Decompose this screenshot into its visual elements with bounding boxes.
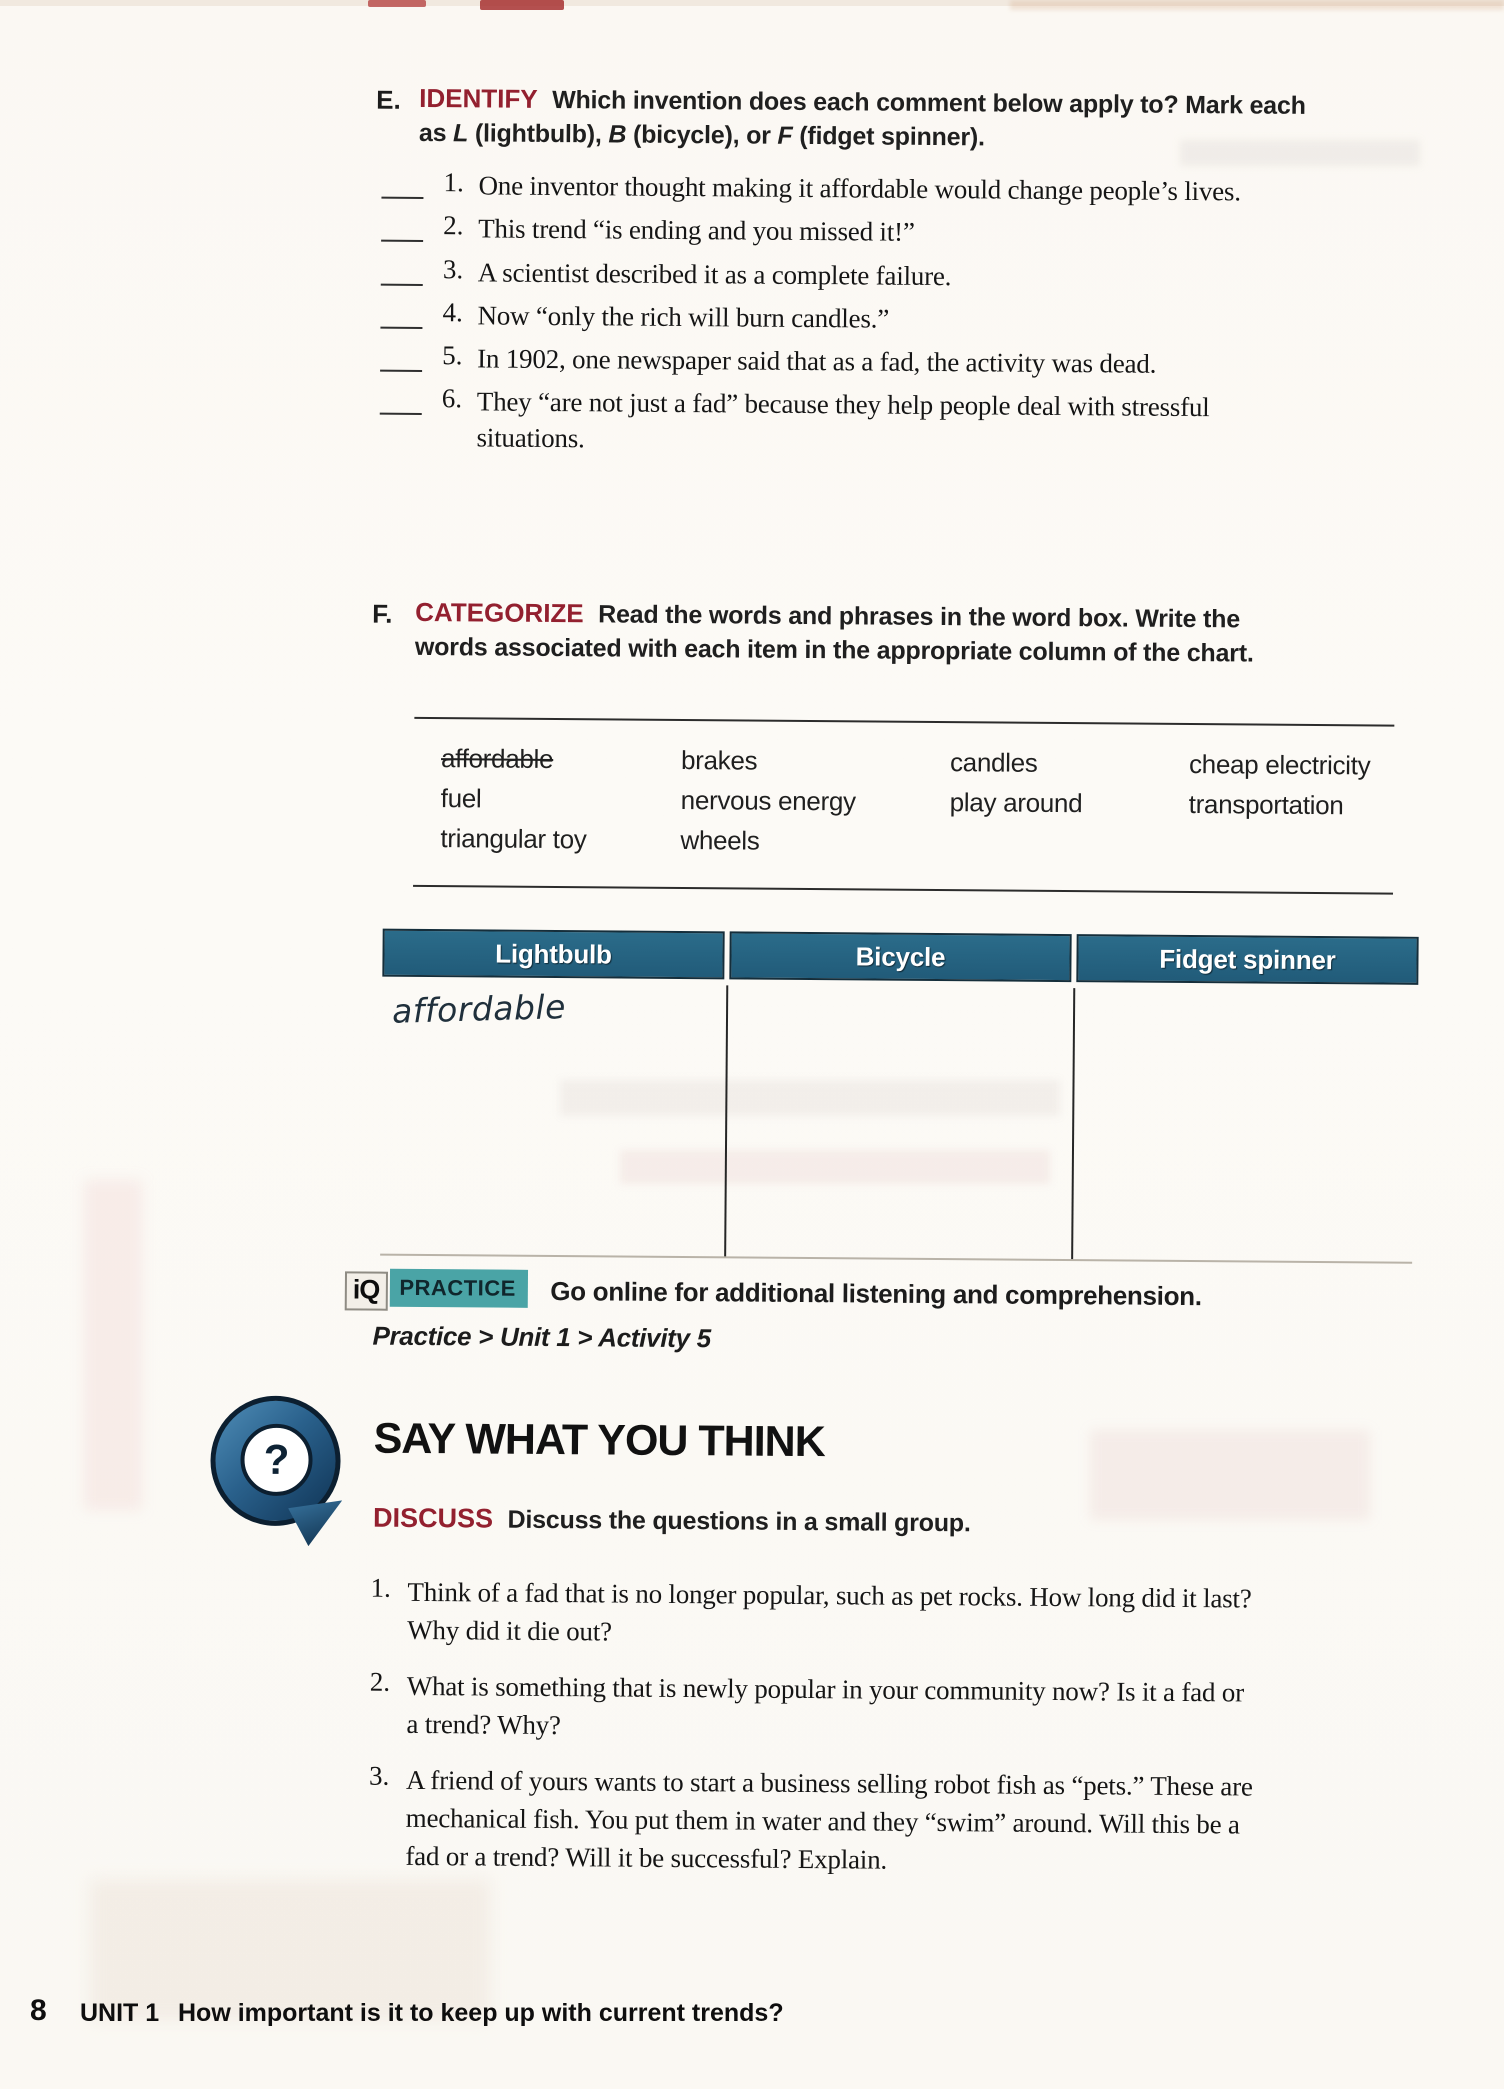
categorize-chart (380, 929, 1415, 1265)
chart-cell-fidget-spinner[interactable] (1075, 988, 1414, 1261)
iq-practice-path: Practice > Unit 1 > Activity 5 (372, 1320, 711, 1354)
word-box-word: transportation (1188, 789, 1344, 821)
item-text: Why did it die out? (407, 1614, 612, 1647)
section-f-instruction-line2: words associated with each item in the appropriate column of the chart. (414, 632, 1254, 668)
instruction-text: as (418, 118, 454, 148)
answer-blank[interactable] (380, 305, 422, 329)
section-e-keyword: IDENTIFY (419, 82, 538, 114)
item-text: This trend “is ending and you missed it!” (478, 213, 915, 247)
q-inner-circle (240, 1424, 313, 1497)
answer-blank[interactable] (381, 218, 423, 242)
identify-item (381, 210, 1441, 254)
discuss-keyword: DISCUSS (372, 1502, 494, 1534)
letter-l: L (453, 119, 469, 148)
item-number: 1. (443, 167, 464, 198)
item-text: Think of a fad that is no longer popular, such as pet rocks. How long did it last? (407, 1576, 1252, 1614)
discuss-item (369, 1667, 1450, 1751)
item-text: situations. (476, 422, 585, 454)
word-box-word: cheap electricity (1188, 749, 1371, 781)
discuss-row (373, 1503, 971, 1539)
section-f-keyword: CATEGORIZE (415, 596, 584, 629)
iq-logo: iQ (345, 1271, 388, 1310)
handwritten-answer: affordable (391, 987, 567, 1031)
iq-practice-row (345, 1268, 1202, 1317)
question-mark-glyph: ? (263, 1435, 290, 1483)
section-e-instruction-line1: Which invention does each comment below apply to? Mark each (552, 85, 1306, 120)
section-f-label: F. (372, 598, 393, 629)
chart-header-label: Fidget spinner (1159, 943, 1336, 975)
item-text: mechanical fish. You put them in water and they “swim” around. Will this be a (405, 1802, 1240, 1840)
practice-badge: PRACTICE (389, 1269, 528, 1308)
discuss-item (370, 1573, 1451, 1657)
chart-header-label: Lightbulb (495, 938, 612, 969)
word-box-word: affordable (440, 743, 554, 775)
word-box-word: brakes (680, 745, 758, 776)
chart-header-label: Bicycle (855, 940, 946, 972)
item-text: A friend of yours wants to start a business selling robot fish as “pets.” These are (405, 1764, 1253, 1802)
instruction-text: (lightbulb), (468, 119, 609, 149)
answer-blank[interactable] (380, 348, 422, 372)
item-text: What is something that is newly popular in your community now? Is it a fad or (406, 1670, 1245, 1708)
item-text: a trend? Why? (406, 1708, 561, 1741)
word-box (413, 717, 1394, 895)
unit-label: UNIT 1 (80, 1999, 160, 2027)
identify-item (379, 383, 1440, 463)
discuss-item (368, 1761, 1449, 1883)
item-text: A scientist described it as a complete failure. (477, 257, 952, 292)
item-number: 2. (369, 1666, 391, 1697)
item-number: 4. (442, 297, 463, 328)
item-text: Now “only the rich will burn candles.” (477, 300, 890, 334)
word-box-word: fuel (440, 783, 482, 814)
section-f-heading (415, 597, 1240, 634)
instruction-text: (fidget spinner). (792, 121, 985, 152)
section-e-instruction-line2 (419, 119, 985, 152)
word-box-word: play around (949, 787, 1083, 819)
item-number: 5. (442, 340, 463, 371)
item-number: 2. (443, 210, 464, 241)
identify-item (380, 297, 1440, 341)
chart-cell-lightbulb[interactable] (380, 983, 722, 1256)
chart-header-fidget-spinner (1076, 934, 1418, 985)
item-text: One inventor thought making it affordable would change people’s lives. (478, 170, 1241, 207)
page-number: 8 (30, 1994, 47, 2027)
answer-blank[interactable] (380, 391, 422, 415)
chart-header-bicycle (729, 931, 1071, 982)
item-text: In 1902, one newspaper said that as a fad, the activity was dead. (477, 343, 1157, 379)
letter-f: F (777, 121, 793, 150)
item-text: They “are not just a fad” because they help people deal with stressful (476, 386, 1210, 423)
item-number: 1. (370, 1572, 391, 1603)
answer-blank[interactable] (381, 175, 423, 199)
word-box-word: nervous energy (680, 785, 856, 817)
identify-item (381, 167, 1441, 211)
identify-item (380, 340, 1440, 384)
question-mark-icon (210, 1395, 347, 1552)
say-what-you-think-title: SAY WHAT YOU THINK (373, 1414, 825, 1467)
section-f-instruction-line1: Read the words and phrases in the word box. Write the (598, 600, 1241, 634)
identify-item (381, 254, 1441, 298)
word-box-word: triangular toy (440, 823, 587, 855)
chart-cell-bicycle[interactable] (728, 985, 1070, 1258)
item-number: 6. (441, 383, 463, 414)
section-e-heading (419, 83, 1306, 121)
answer-blank[interactable] (381, 262, 423, 286)
section-e-label: E. (376, 84, 401, 115)
iq-practice-text: Go online for additional listening and comprehension. (550, 1276, 1202, 1312)
word-box-word: candles (949, 747, 1038, 778)
item-number: 3. (368, 1760, 390, 1791)
word-box-word: wheels (680, 825, 760, 856)
unit-question: How important is it to keep up with current trends? (178, 1999, 784, 2027)
letter-b: B (608, 120, 627, 149)
item-text: fad or a trend? Will it be successful? Explain. (405, 1840, 888, 1875)
discuss-instruction: Discuss the questions in a small group. (507, 1505, 971, 1538)
chart-header-lightbulb (382, 929, 724, 980)
item-number: 3. (442, 254, 464, 285)
instruction-text: (bicycle), or (626, 120, 778, 150)
